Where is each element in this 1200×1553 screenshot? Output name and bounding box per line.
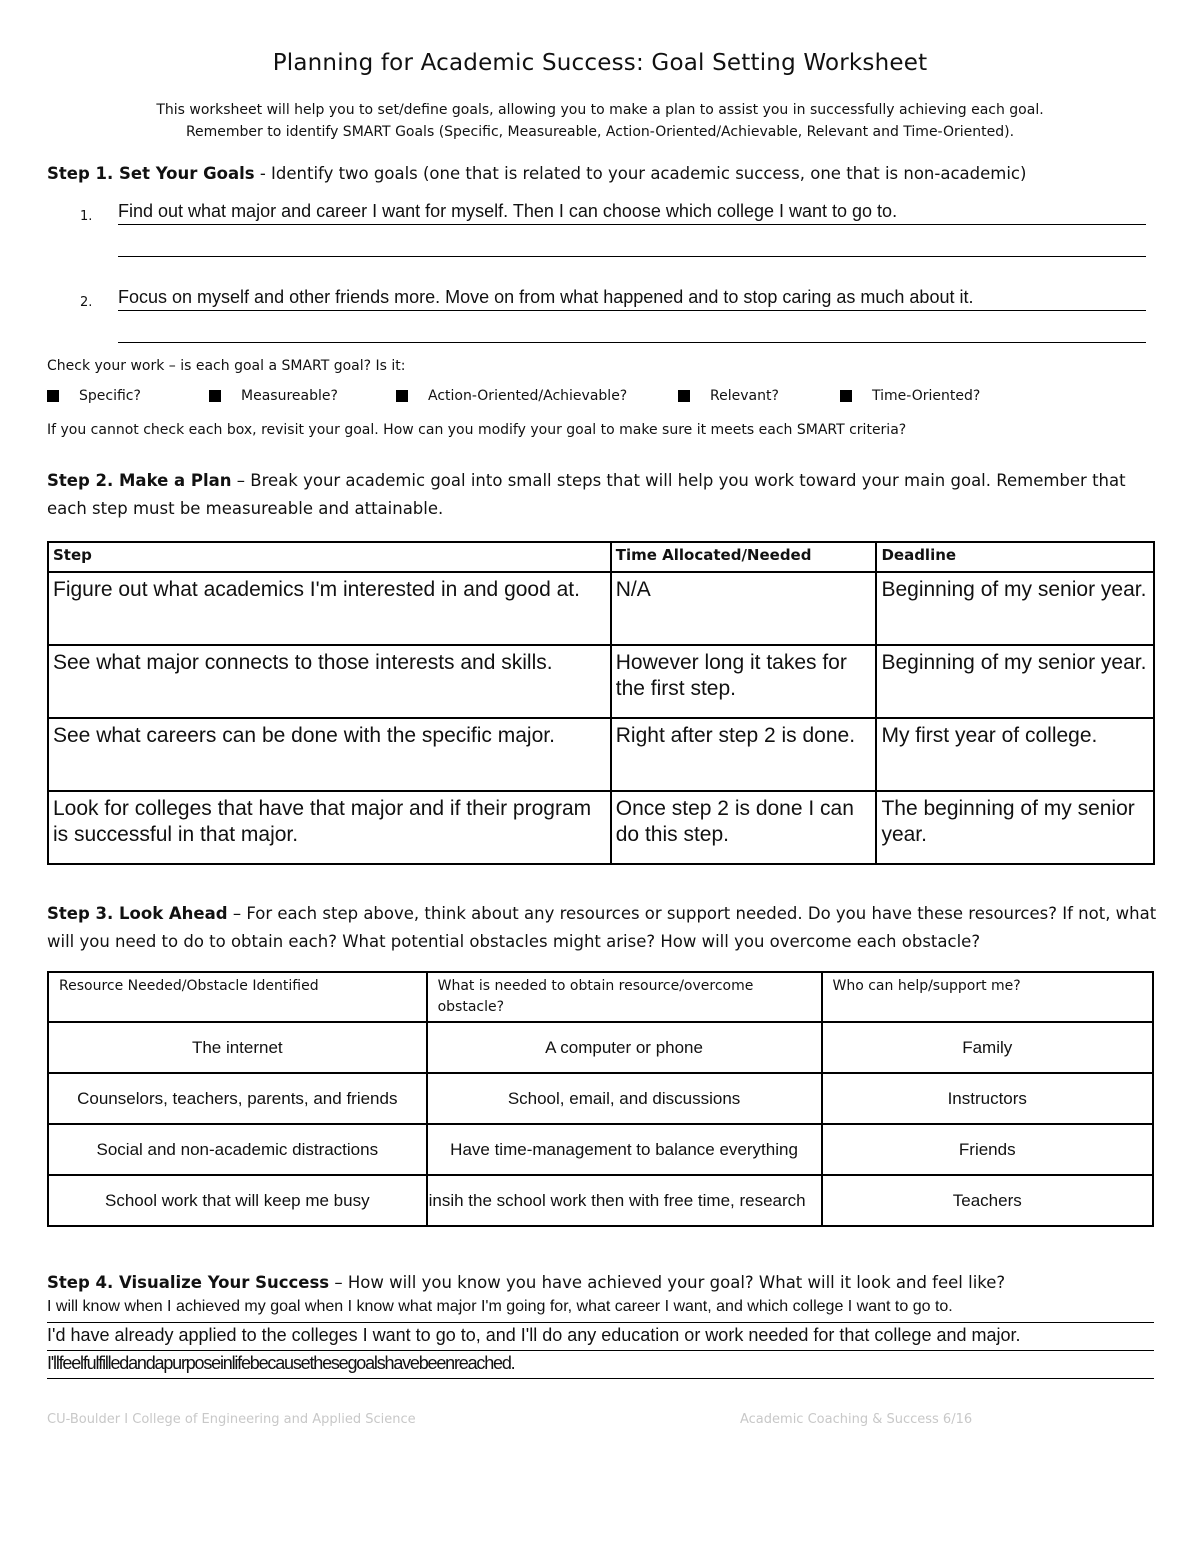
visualize-line-2[interactable]: I'd have already applied to the colleges I want to go to, and I'll do any education or work needed for that college and major.: [47, 1325, 1154, 1351]
needed-cell[interactable]: insih the school work then with free time, research: [427, 1175, 822, 1226]
plan-deadline-cell[interactable]: Beginning of my senior year.: [876, 645, 1154, 718]
plan-header-time: Time Allocated/Needed: [611, 542, 877, 572]
table-row: [48, 1022, 1153, 1073]
resources-header-needed: What is needed to obtain resource/overcome obstacle?: [427, 972, 822, 1022]
step4-text: – How will you know you have achieved your goal? What will it look and feel like?: [329, 1273, 1006, 1292]
check-label: Measureable?: [241, 388, 338, 404]
needed-cell[interactable]: A computer or phone: [427, 1022, 822, 1073]
smart-check-prompt: Check your work – is each goal a SMART goal? Is it:: [47, 358, 406, 374]
resource-cell[interactable]: Counselors, teachers, parents, and friends: [48, 1073, 427, 1124]
plan-time-cell[interactable]: N/A: [611, 572, 877, 645]
goal-1-extra-line[interactable]: [118, 256, 1146, 257]
check-action-oriented[interactable]: [396, 388, 627, 404]
intro-line-1: This worksheet will help you to set/define goals, allowing you to make a plan to assist you in successfully achieving each goal.: [156, 102, 1044, 118]
table-row: [48, 572, 1154, 645]
step3-text: – For each step above, think about any resources or support needed. Do you have these resources? If not, what will you need to do to obtain each? What potential obstacles might arise? How will you overcome each obstacle?: [47, 904, 1157, 951]
step2-text: – Break your academic goal into small steps that will help you work toward your main goal. Remember that each step must be measureable and attainable.: [47, 471, 1126, 518]
visualize-line-1[interactable]: I will know when I achieved my goal when I know what major I'm going for, what career I want, and which college I want to go to.: [47, 1298, 1154, 1323]
checkbox-icon[interactable]: [209, 390, 221, 402]
plan-deadline-cell[interactable]: Beginning of my senior year.: [876, 572, 1154, 645]
needed-cell[interactable]: School, email, and discussions: [427, 1073, 822, 1124]
visualize-line-3[interactable]: I'llfeelfulfilledandapurposeinlifebecausethesegoalshavebeenreached.: [47, 1353, 1154, 1379]
needed-cell[interactable]: Have time-management to balance everything: [427, 1124, 822, 1175]
table-row: [48, 1073, 1153, 1124]
check-label: Specific?: [79, 388, 141, 404]
check-label: Time-Oriented?: [872, 388, 981, 404]
resource-cell[interactable]: School work that will keep me busy: [48, 1175, 427, 1226]
step3-heading: [47, 900, 1157, 956]
resources-header-support: Who can help/support me?: [822, 972, 1154, 1022]
step3-label: Step 3. Look Ahead: [47, 904, 228, 923]
plan-header-deadline: Deadline: [876, 542, 1154, 572]
resource-cell[interactable]: Social and non-academic distractions: [48, 1124, 427, 1175]
resources-header-row: [48, 972, 1153, 1022]
step2-heading: [47, 467, 1157, 523]
support-cell[interactable]: Family: [822, 1022, 1154, 1073]
plan-time-cell[interactable]: Once step 2 is done I can do this step.: [611, 791, 877, 864]
check-specific[interactable]: [47, 388, 141, 404]
plan-header-row: [48, 542, 1154, 572]
resources-table: [47, 971, 1154, 1227]
step4-heading: [47, 1269, 1157, 1297]
goal-2-number: 2.: [80, 295, 93, 310]
plan-step-cell[interactable]: Figure out what academics I'm interested in and good at.: [48, 572, 611, 645]
support-cell[interactable]: Instructors: [822, 1073, 1154, 1124]
table-row: [48, 1175, 1153, 1226]
step1-heading: [47, 160, 1157, 188]
footer-right: Academic Coaching & Success 6/16: [740, 1412, 973, 1427]
check-label: Relevant?: [710, 388, 779, 404]
footer-left: CU-Boulder I College of Engineering and Applied Science: [47, 1412, 416, 1427]
check-measureable[interactable]: [209, 388, 338, 404]
check-relevant[interactable]: [678, 388, 779, 404]
goal-1-field[interactable]: Find out what major and career I want for myself. Then I can choose which college I want to go to.: [118, 200, 1146, 225]
resource-cell[interactable]: The internet: [48, 1022, 427, 1073]
plan-time-cell[interactable]: However long it takes for the first step.: [611, 645, 877, 718]
step4-label: Step 4. Visualize Your Success: [47, 1273, 330, 1292]
step1-label: Step 1. Set Your Goals: [47, 164, 255, 183]
table-row: [48, 645, 1154, 718]
plan-deadline-cell[interactable]: The beginning of my senior year.: [876, 791, 1154, 864]
plan-step-cell[interactable]: Look for colleges that have that major and if their program is successful in that major.: [48, 791, 611, 864]
support-cell[interactable]: Friends: [822, 1124, 1154, 1175]
plan-table: [47, 541, 1155, 865]
checkbox-icon[interactable]: [840, 390, 852, 402]
plan-step-cell[interactable]: See what major connects to those interests and skills.: [48, 645, 611, 718]
plan-time-cell[interactable]: Right after step 2 is done.: [611, 718, 877, 791]
page-title: Planning for Academic Success: Goal Setting Worksheet: [272, 50, 928, 76]
check-time-oriented[interactable]: [840, 388, 980, 404]
table-row: [48, 1124, 1153, 1175]
plan-header-step: Step: [48, 542, 611, 572]
checkbox-icon[interactable]: [678, 390, 690, 402]
goal-1-number: 1.: [80, 209, 93, 224]
checkbox-icon[interactable]: [396, 390, 408, 402]
table-row: [48, 718, 1154, 791]
resources-header-resource: Resource Needed/Obstacle Identified: [48, 972, 427, 1022]
goal-2-extra-line[interactable]: [118, 342, 1146, 343]
intro-line-2: Remember to identify SMART Goals (Specific, Measureable, Action-Oriented/Achievable, Relevant and Time-Oriented).: [185, 124, 1015, 140]
smart-revisit-note: If you cannot check each box, revisit your goal. How can you modify your goal to make sure it meets each SMART criteria?: [47, 422, 907, 438]
plan-step-cell[interactable]: See what careers can be done with the specific major.: [48, 718, 611, 791]
step2-label: Step 2. Make a Plan: [47, 471, 232, 490]
check-label: Action-Oriented/Achievable?: [428, 388, 628, 404]
smart-checklist: [47, 388, 1147, 412]
goal-2-field[interactable]: Focus on myself and other friends more. Move on from what happened and to stop caring as much about it.: [118, 286, 1146, 311]
support-cell[interactable]: Teachers: [822, 1175, 1154, 1226]
plan-deadline-cell[interactable]: My first year of college.: [876, 718, 1154, 791]
step1-text: - Identify two goals (one that is related to your academic success, one that is non-academic): [254, 164, 1027, 183]
checkbox-icon[interactable]: [47, 390, 59, 402]
table-row: [48, 791, 1154, 864]
